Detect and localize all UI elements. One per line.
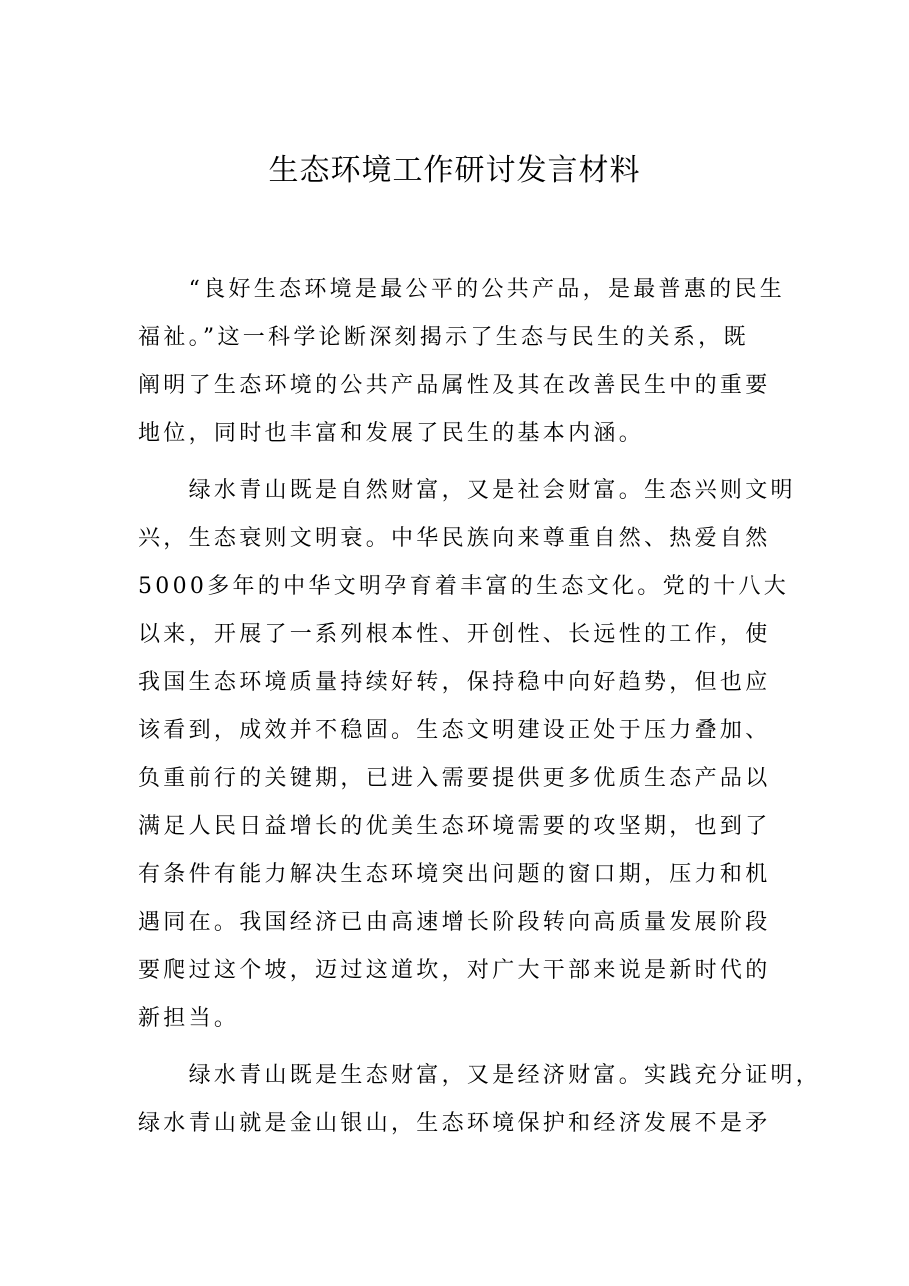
text-line: 绿水青山既是生态财富，又是经济财富。实践充分证明，: [138, 1063, 822, 1088]
paragraph-1: [138, 277, 786, 470]
text-line: 新担当。: [138, 1006, 240, 1031]
text-line: 地位，同时也丰富和发展了民生的基本内涵。: [138, 421, 645, 446]
document-title: 生态环境工作研讨发言材料: [268, 153, 641, 188]
text-line: 福祉。”这一科学论断深刻揭示了生态与民生的关系，既: [138, 325, 749, 350]
text-line: 以来，开展了一系列根本性、开创性、长远性的工作，使: [138, 622, 771, 647]
text-line: 要爬过这个坡，迈过这道坎，对广大干部来说是新时代的: [138, 958, 771, 983]
text-line: 兴，生态衰则文明衰。中华民族向来尊重自然、热爱自然: [138, 526, 771, 551]
text-line: 绿水青山就是金山银山，生态环境保护和经济发展不是矛: [138, 1111, 771, 1136]
text-line: 负重前行的关键期，已进入需要提供更多优质生态产品以: [138, 766, 771, 791]
text-line: 绿水青山既是自然财富，又是社会财富。生态兴则文明: [138, 478, 796, 503]
paragraph-3: [138, 1063, 822, 1160]
text-line: 有条件有能力解决生态环境突出问题的窗口期，压力和机: [138, 862, 771, 887]
text-line: 阐明了生态环境的公共产品属性及其在改善民生中的重要: [138, 373, 771, 398]
text-line: 我国生态环境质量持续好转，保持稳中向好趋势，但也应: [138, 670, 771, 695]
text-line: 遇同在。我国经济已由高速增长阶段转向高质量发展阶段: [138, 910, 771, 935]
paragraph-2: [138, 478, 796, 1055]
text-line: “良好生态环境是最公平的公共产品，是最普惠的民生: [138, 277, 786, 302]
text-line: 该看到，成效并不稳固。生态文明建设正处于压力叠加、: [138, 718, 771, 743]
text-line: 5000多年的中华文明孕育着丰富的生态文化。党的十八大: [138, 574, 790, 599]
text-line: 满足人民日益增长的优美生态环境需要的攻坚期，也到了: [138, 814, 771, 839]
document-body: [138, 277, 822, 1160]
